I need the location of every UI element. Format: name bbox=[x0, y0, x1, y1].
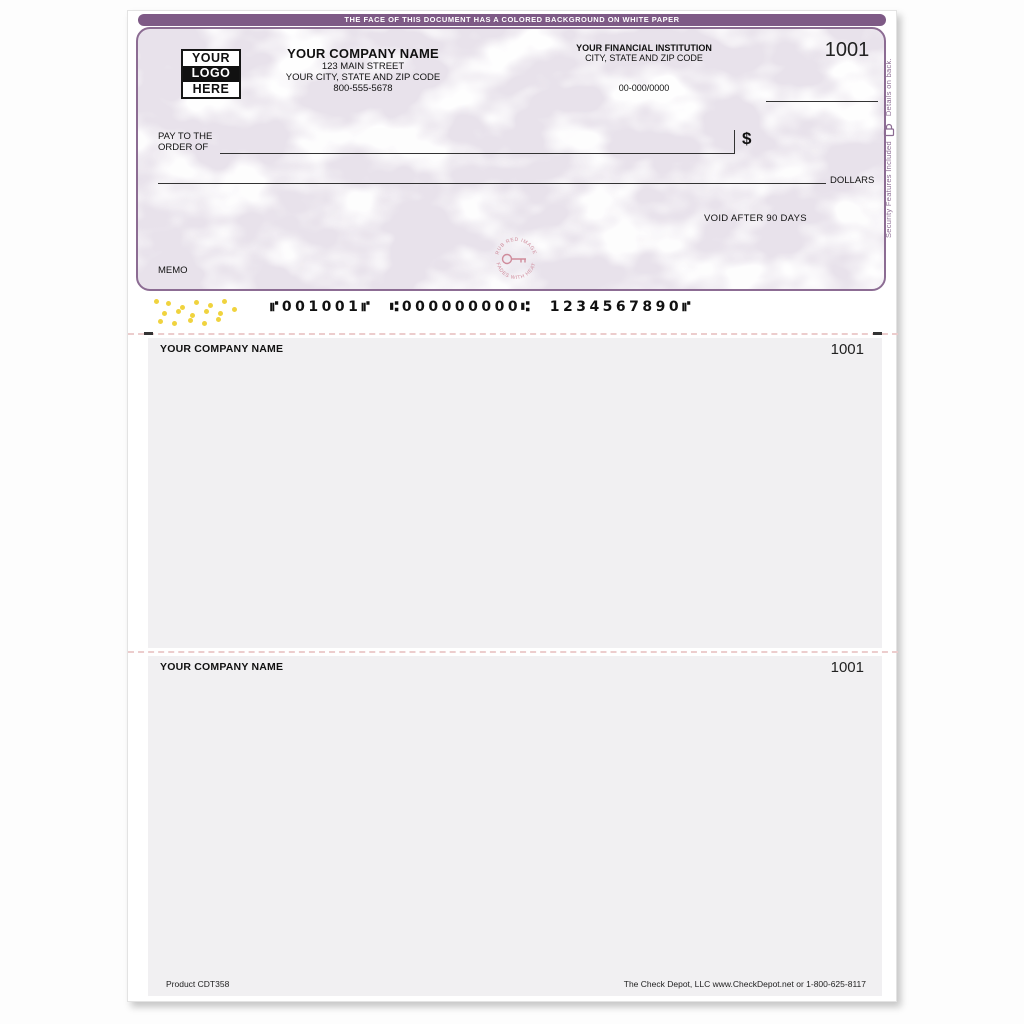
bank-block bbox=[536, 43, 752, 93]
memo-label: MEMO bbox=[158, 265, 188, 276]
micr-line: ⑈001001⑈ ⑆000000000⑆ 1234567890⑈ bbox=[270, 299, 695, 315]
security-dots-pattern bbox=[154, 299, 242, 325]
perforation-tick-right bbox=[873, 332, 882, 335]
colored-background-banner: THE FACE OF THIS DOCUMENT HAS A COLORED BACKGROUND ON WHITE PAPER bbox=[138, 14, 886, 26]
vendor-info: The Check Depot, LLC www.CheckDepot.net or 1-800-625-8117 bbox=[623, 979, 866, 989]
stub-2 bbox=[148, 656, 882, 996]
seal-top-text: RUB RED IMAGE bbox=[494, 236, 538, 256]
svg-text:FADES WITH HEAT bbox=[494, 262, 537, 281]
company-name: YOUR COMPANY NAME bbox=[287, 46, 439, 61]
pay-to-line-2: ORDER OF bbox=[158, 141, 209, 153]
company-block bbox=[243, 46, 483, 94]
details-on-back-vertical-text: Details on back. bbox=[884, 58, 893, 117]
check-sheet bbox=[127, 10, 897, 1002]
security-features-vertical-text: Security Features Included bbox=[884, 141, 893, 239]
bank-address: CITY, STATE AND ZIP CODE bbox=[585, 53, 703, 63]
pay-to-line-1: PAY TO THE bbox=[158, 131, 213, 142]
dollar-sign: $ bbox=[742, 129, 752, 148]
logo-line-3: HERE bbox=[192, 81, 230, 96]
check-number: 1001 bbox=[824, 39, 870, 61]
stub-1-company-name: YOUR COMPANY NAME bbox=[160, 343, 284, 355]
written-amount-line bbox=[158, 160, 826, 184]
stub-1-check-number: 1001 bbox=[830, 341, 864, 358]
logo-line-2: LOGO bbox=[183, 66, 239, 81]
key-icon bbox=[503, 255, 527, 264]
routing-fraction: 00-000/0000 bbox=[618, 83, 670, 93]
pay-to-label bbox=[158, 132, 212, 153]
bank-name: YOUR FINANCIAL INSTITUTION bbox=[576, 43, 712, 53]
company-address-1: 123 MAIN STREET bbox=[321, 61, 405, 72]
date-line bbox=[766, 79, 878, 102]
padlock-icon bbox=[883, 123, 895, 137]
payee-line bbox=[220, 130, 735, 154]
perforation-line-2 bbox=[128, 651, 898, 653]
product-code: Product CDT358 bbox=[166, 979, 230, 989]
seal-bottom-text: FADES WITH HEAT bbox=[494, 261, 538, 282]
svg-text:RUB RED IMAGE bbox=[495, 237, 538, 256]
perforation-tick-left bbox=[144, 332, 153, 335]
perforation-line-1 bbox=[128, 333, 898, 335]
stub-2-company-name: YOUR COMPANY NAME bbox=[160, 661, 284, 673]
stub-2-check-number: 1001 bbox=[830, 659, 864, 676]
void-after-text: VOID AFTER 90 DAYS bbox=[704, 213, 807, 224]
check-face bbox=[136, 27, 886, 291]
heat-sensitive-seal bbox=[490, 233, 542, 285]
company-address-2: YOUR CITY, STATE AND ZIP CODE bbox=[285, 72, 441, 83]
stub-1 bbox=[148, 338, 882, 648]
logo-placeholder bbox=[181, 49, 241, 99]
logo-line-1: YOUR bbox=[191, 51, 231, 65]
dollars-label: DOLLARS bbox=[830, 175, 875, 186]
company-phone: 800-555-5678 bbox=[333, 83, 393, 94]
